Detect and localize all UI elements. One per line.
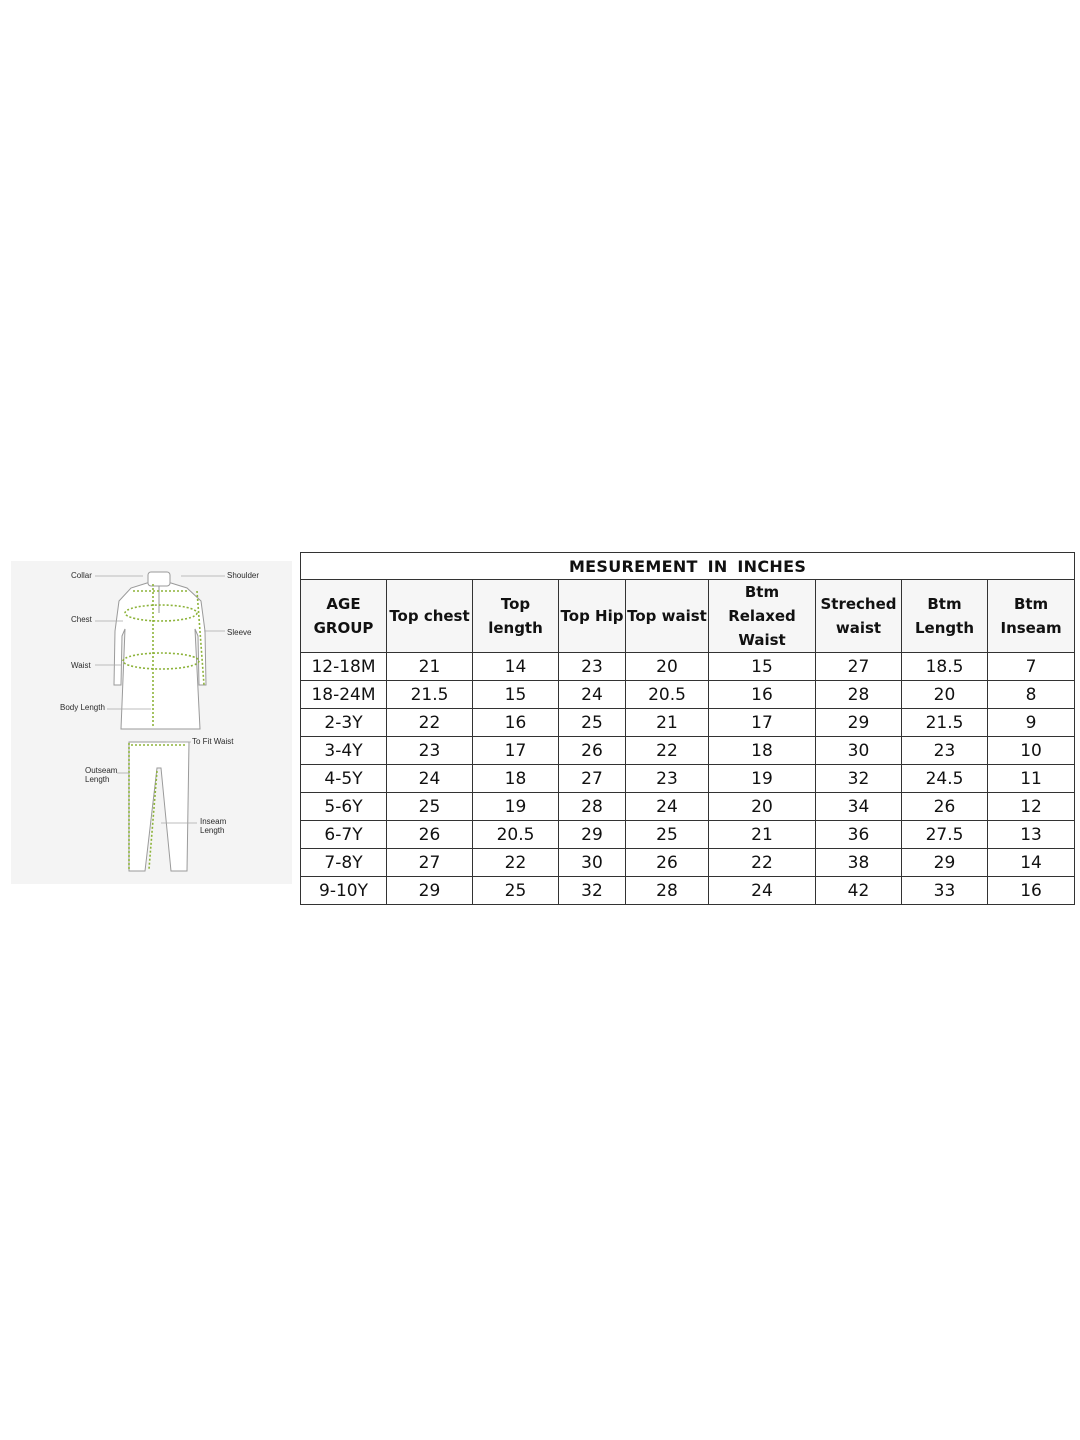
measurement-cell: 29 (559, 821, 626, 849)
table-row (301, 681, 1075, 709)
column-header (301, 580, 387, 653)
measurement-cell: 27 (559, 765, 626, 793)
measurement-cell: 29 (387, 877, 473, 905)
column-header-line: Top (500, 595, 531, 613)
measurement-cell: 29 (902, 849, 988, 877)
label-inseam-line2: Length (200, 826, 225, 835)
measurement-cell: 28 (816, 681, 902, 709)
header-row (301, 580, 1075, 653)
label-outseam-line2: Length (85, 775, 110, 784)
label-shoulder: Shoulder (227, 571, 260, 580)
measurement-cell: 32 (559, 877, 626, 905)
label-inseam-line1: Inseam (200, 817, 227, 826)
measurement-cell: 16 (473, 709, 559, 737)
measurement-cell: 20 (626, 653, 709, 681)
measurement-cell: 22 (709, 849, 816, 877)
column-header-line: AGE (326, 595, 361, 613)
measurement-cell: 23 (626, 765, 709, 793)
column-header-line: Top chest (389, 607, 470, 625)
measurement-cell: 21.5 (387, 681, 473, 709)
measurement-cell: 18 (473, 765, 559, 793)
measurement-cell: 17 (709, 709, 816, 737)
measurement-cell: 13 (988, 821, 1075, 849)
age-group-cell: 7-8Y (301, 849, 387, 877)
measurement-cell: 14 (473, 653, 559, 681)
table-row (301, 877, 1075, 905)
measurement-cell: 24.5 (902, 765, 988, 793)
measurement-cell: 25 (626, 821, 709, 849)
label-to-fit-waist: To Fit Waist (192, 737, 234, 746)
measurement-cell: 18.5 (902, 653, 988, 681)
measurement-cell: 19 (709, 765, 816, 793)
measurement-cell: 20 (709, 793, 816, 821)
measurement-cell: 21.5 (902, 709, 988, 737)
measurement-cell: 12 (988, 793, 1075, 821)
column-header-line: Top waist (627, 607, 707, 625)
label-chest: Chest (71, 615, 92, 624)
measurement-cell: 38 (816, 849, 902, 877)
garment-illustration (11, 561, 292, 884)
column-header (559, 580, 626, 653)
column-header-line: length (488, 619, 543, 637)
trouser-outline (129, 742, 189, 871)
table-row (301, 709, 1075, 737)
measurement-cell: 16 (988, 877, 1075, 905)
table-title: MESUREMENT IN INCHES (301, 553, 1075, 580)
measurement-cell: 20.5 (473, 821, 559, 849)
label-outseam-line1: Outseam (85, 766, 118, 775)
column-header-line: Top Hip (560, 607, 624, 625)
column-header (387, 580, 473, 653)
measurement-cell: 22 (473, 849, 559, 877)
measurement-cell: 26 (559, 737, 626, 765)
age-group-cell: 6-7Y (301, 821, 387, 849)
age-group-cell: 2-3Y (301, 709, 387, 737)
measurement-cell: 27.5 (902, 821, 988, 849)
label-body-length: Body Length (60, 703, 105, 712)
column-header (709, 580, 816, 653)
measurement-cell: 18 (709, 737, 816, 765)
measurement-cell: 7 (988, 653, 1075, 681)
measurement-cell: 25 (559, 709, 626, 737)
measurement-diagram (11, 561, 292, 884)
column-header-line: Btm (1013, 595, 1049, 613)
age-group-cell: 3-4Y (301, 737, 387, 765)
measurement-cell: 23 (902, 737, 988, 765)
table-row (301, 793, 1075, 821)
measurement-cell: 27 (387, 849, 473, 877)
table-row (301, 821, 1075, 849)
age-group-cell: 5-6Y (301, 793, 387, 821)
measurement-cell: 36 (816, 821, 902, 849)
measurement-cell: 30 (816, 737, 902, 765)
column-header-line: Inseam (1000, 619, 1062, 637)
measurement-cell: 19 (473, 793, 559, 821)
measurement-cell: 25 (473, 877, 559, 905)
measurement-cell: 26 (626, 849, 709, 877)
measurement-cell: 21 (387, 653, 473, 681)
column-header-line: Btm (927, 595, 962, 613)
measurement-cell: 24 (559, 681, 626, 709)
column-header (988, 580, 1075, 653)
measurement-cell: 23 (559, 653, 626, 681)
measurement-cell: 25 (387, 793, 473, 821)
measurement-cell: 30 (559, 849, 626, 877)
measurement-cell: 22 (387, 709, 473, 737)
measurement-cell: 15 (473, 681, 559, 709)
column-header (902, 580, 988, 653)
measurement-cell: 9 (988, 709, 1075, 737)
label-collar: Collar (71, 571, 92, 580)
column-header-line: Btm Relaxed (728, 583, 796, 625)
column-header-line: waist (835, 619, 882, 637)
column-header-line: GROUP (313, 619, 374, 637)
measurement-cell: 17 (473, 737, 559, 765)
measurement-cell: 21 (709, 821, 816, 849)
measurement-cell: 24 (626, 793, 709, 821)
column-header (816, 580, 902, 653)
measurement-cell: 20.5 (626, 681, 709, 709)
table-row (301, 849, 1075, 877)
table-row (301, 737, 1075, 765)
column-header-line: Streched (820, 595, 897, 613)
measurement-cell: 29 (816, 709, 902, 737)
table-row (301, 653, 1075, 681)
size-chart-table (300, 552, 1075, 905)
column-header-line: Waist (738, 631, 786, 649)
table-body (301, 653, 1075, 905)
measurement-cell: 16 (709, 681, 816, 709)
measurement-cell: 32 (816, 765, 902, 793)
age-group-cell: 4-5Y (301, 765, 387, 793)
age-group-cell: 9-10Y (301, 877, 387, 905)
age-group-cell: 12-18M (301, 653, 387, 681)
measurement-cell: 15 (709, 653, 816, 681)
measurement-cell: 34 (816, 793, 902, 821)
label-waist: Waist (71, 661, 91, 670)
column-header (473, 580, 559, 653)
measurement-cell: 27 (816, 653, 902, 681)
measurement-cell: 10 (988, 737, 1075, 765)
measurement-cell: 26 (902, 793, 988, 821)
kurta-collar (148, 572, 170, 586)
measurement-cell: 22 (626, 737, 709, 765)
measurement-cell: 23 (387, 737, 473, 765)
measurement-cell: 14 (988, 849, 1075, 877)
measurement-cell: 24 (709, 877, 816, 905)
measurement-cell: 26 (387, 821, 473, 849)
measurement-cell: 8 (988, 681, 1075, 709)
column-header-line: Length (915, 619, 974, 637)
measurement-cell: 28 (559, 793, 626, 821)
measurement-cell: 28 (626, 877, 709, 905)
measurement-cell: 11 (988, 765, 1075, 793)
measurement-cell: 21 (626, 709, 709, 737)
table-row (301, 765, 1075, 793)
measurement-cell: 42 (816, 877, 902, 905)
label-sleeve: Sleeve (227, 628, 252, 637)
measurement-cell: 24 (387, 765, 473, 793)
age-group-cell: 18-24M (301, 681, 387, 709)
measurement-cell: 20 (902, 681, 988, 709)
measurement-cell: 33 (902, 877, 988, 905)
column-header (626, 580, 709, 653)
